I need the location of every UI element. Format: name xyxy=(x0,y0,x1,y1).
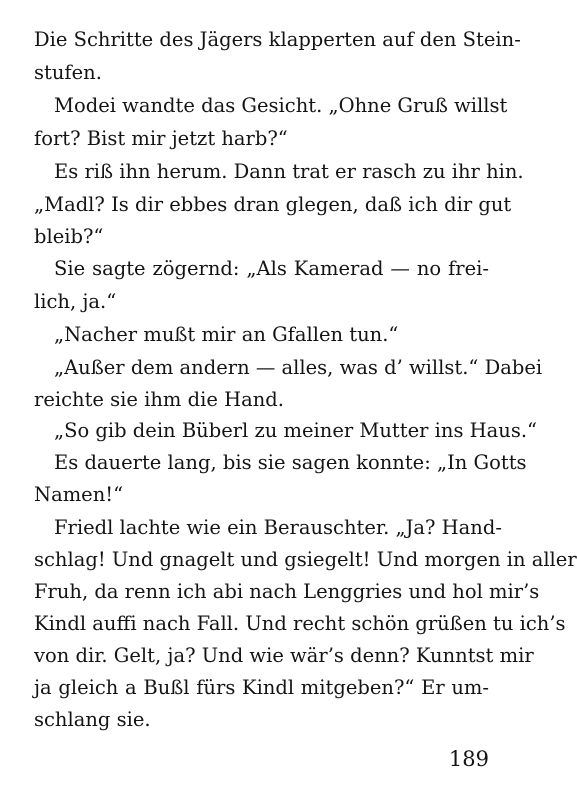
text-line: lich, ja.“ xyxy=(34,290,117,313)
text-line: „Außer dem andern — alles, was d’ willst.“ Dabei xyxy=(54,356,543,379)
text-line: „Nacher mußt mir an Gfallen tun.“ xyxy=(54,323,399,346)
text-line: stufen. xyxy=(34,61,102,84)
text-line: Friedl lachte wie ein Berauschter. „Ja? Hand- xyxy=(54,516,502,539)
text-line: ja gleich a Bußl fürs Kindl mitgeben?“ Er um- xyxy=(34,676,489,699)
text-line: Kindl auffi nach Fall. Und recht schön grüßen tu ich’s xyxy=(34,612,566,635)
text-line: schlang sie. xyxy=(34,708,151,731)
text-line: bleib?“ xyxy=(34,225,104,248)
text-line: Namen!“ xyxy=(34,483,124,506)
text-line: Die Schritte des Jägers klapperten auf den Stein- xyxy=(34,28,521,51)
text-line: schlag! Und gnagelt und gsiegelt! Und morgen in aller xyxy=(34,548,577,571)
text-line: fort? Bist mir jetzt harb?“ xyxy=(34,127,288,150)
text-line: Es riß ihn herum. Dann trat er rasch zu ihr hin. xyxy=(54,160,524,183)
text-line: Es dauerte lang, bis sie sagen konnte: „In Gotts xyxy=(54,451,527,474)
text-line: Modei wandte das Gesicht. „Ohne Gruß willst xyxy=(54,94,508,117)
text-line: Sie sagte zögernd: „Als Kamerad — no frei- xyxy=(54,257,489,280)
text-line: von dir. Gelt, ja? Und wie wär’s denn? Kunntst mir xyxy=(34,644,534,667)
text-line: „So gib dein Büberl zu meiner Mutter ins Haus.“ xyxy=(54,419,538,442)
text-line: „Madl? Is dir ebbes dran glegen, daß ich dir gut xyxy=(34,193,512,216)
text-line: Fruh, da renn ich abi nach Lenggries und hol mir’s xyxy=(34,580,540,603)
text-line: reichte sie ihm die Hand. xyxy=(34,388,284,411)
page-number: 189 xyxy=(448,747,489,771)
